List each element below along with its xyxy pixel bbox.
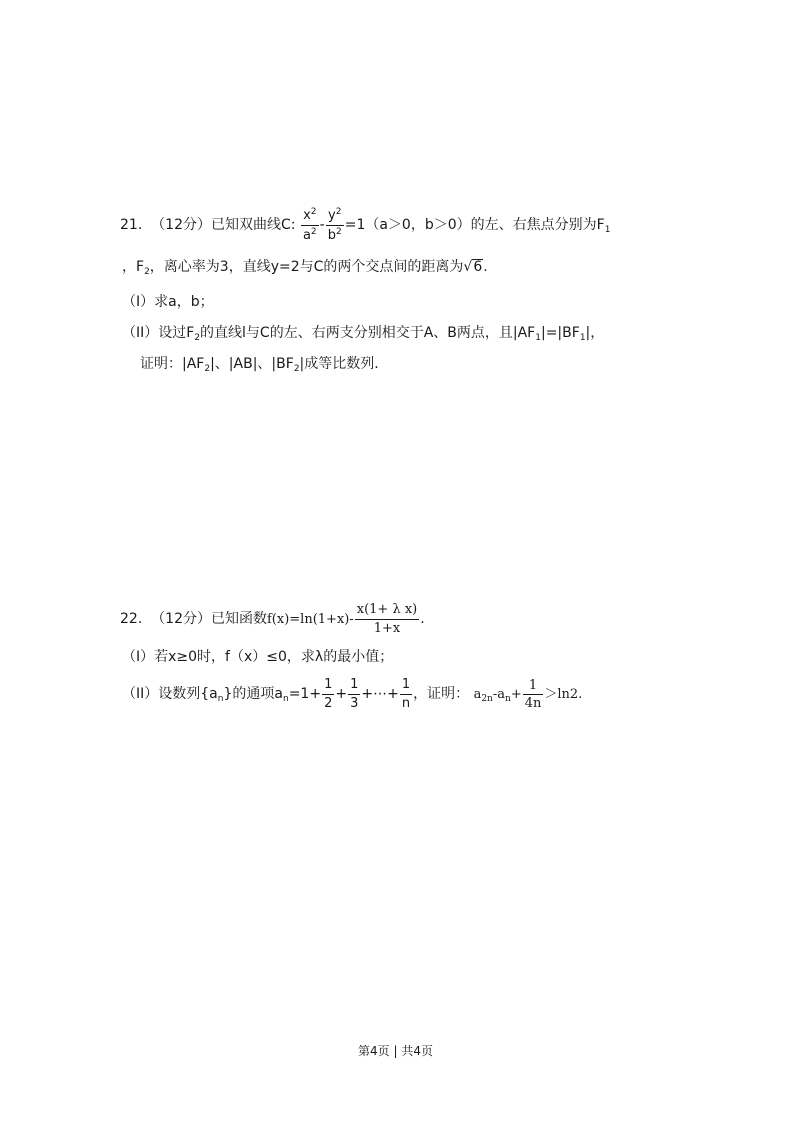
q22-number: 22. <box>120 611 143 628</box>
sqrt-symbol: √6 <box>463 259 483 275</box>
frac-1-4n: $\frac{1}{4n}$ <box>524 677 542 712</box>
q22-part1: （I）若x≥0时，f（x）≤0，求λ的最小值； <box>122 649 394 665</box>
frac-1-3: $\frac{1}{3}$ <box>350 677 359 711</box>
q22-inequality: $a_{2n}-a_n+$ $\frac{1}{4n}$ ＞ln2. <box>473 677 583 712</box>
q21-intro: 已知双曲线C: <box>211 217 296 234</box>
page-footer: 第4页 | 共4页 <box>358 1044 433 1058</box>
q22-line1: 22. （12分）已知函数f(x)=ln(1+x)- $\frac{\text{x(1+ λ x)}}{1+x}$ . <box>120 602 425 636</box>
q21-proof: 证明：$|AF_2|$、|AB|、$|BF_2|$成等比数列. <box>140 356 379 374</box>
q21-equation-tail: =1（a＞0，b＞0）的左、右焦点分别为F <box>344 217 605 234</box>
q22-function: f(x)=ln(1+x)- <box>267 612 354 628</box>
frac-1-2: $\frac{1}{2}$ <box>324 677 333 711</box>
q21-fraction-y2-b2: $\frac{y^2}{b^2}$ <box>327 207 342 243</box>
q21-part2: （II）设过$F_2$的直线l与C的左、右两支分别相交于A、B两点，且$|AF_1|=|BF_1|$， <box>122 325 605 343</box>
q21-line1: 21. （12分）已知双曲线C: $\frac{x^2}{a^2}$ - $\frac{y^2}{b^2}$ =1（a＞0，b＞0）的左、右焦点分别为$F_1$ <box>120 207 611 243</box>
q21-part1: （I）求a，b； <box>122 294 214 310</box>
q21-line2: ，$F_2$，离心率为3，直线y=2与C的两个交点间的距离为√6. <box>122 259 488 277</box>
frac-1-n: $\frac{1}{n}$ <box>401 677 411 711</box>
q22-part2: （II）设数列$\{a_n\}$的通项$a_n=1+$ $\frac{1}{2}$ + $\frac{1}{3}$ +⋯+ $\frac{1}{n}$ ，证明： $a_{2n}-a_n+$ $\frac{1}{4n}$ ＞ln2. <box>122 677 583 712</box>
q21-fraction-x2-a2: $\frac{x^2}{a^2}$ <box>302 207 317 243</box>
q21-number: 21. <box>120 217 143 234</box>
q22-fraction: $\frac{\text{x(1+ λ x)}}{1+x}$ <box>356 602 418 636</box>
q21-score: （12分） <box>151 217 211 234</box>
q22-score: （12分） <box>151 611 211 628</box>
